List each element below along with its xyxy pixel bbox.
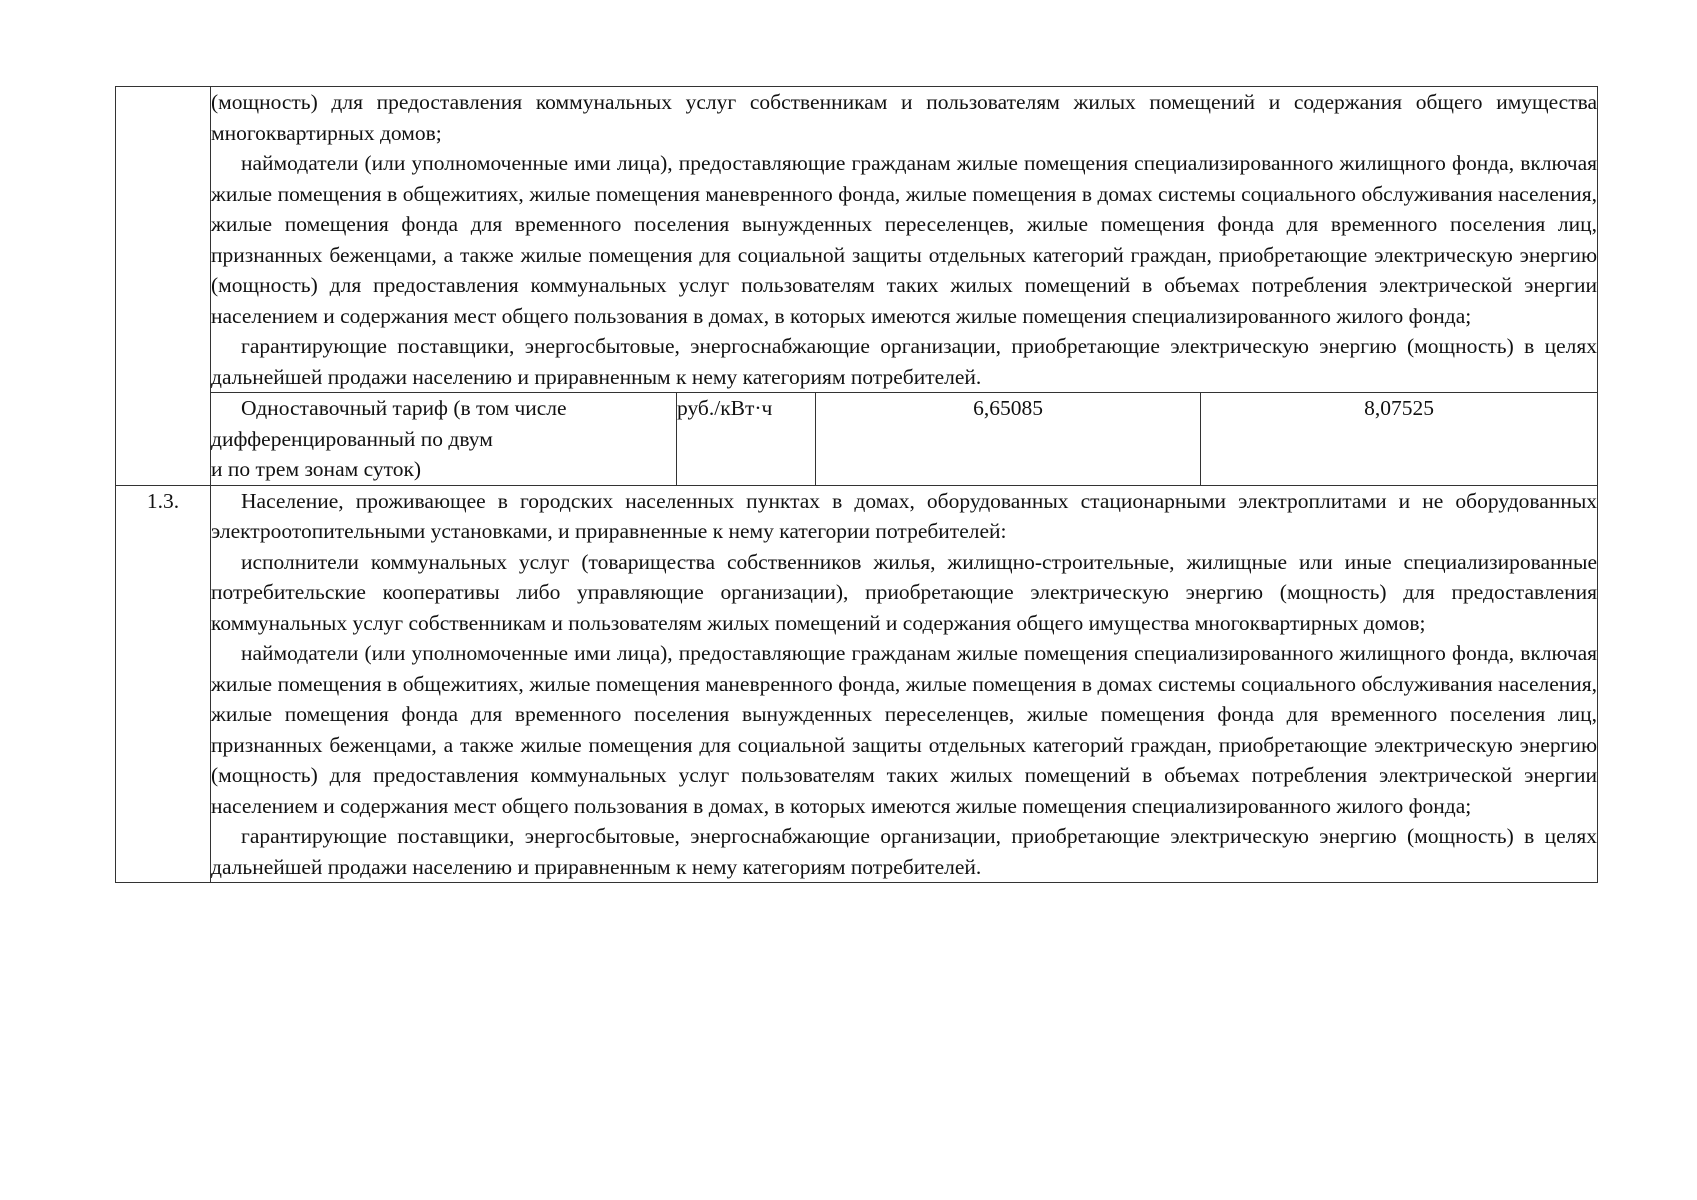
description-paragraph: наймодатели (или уполномоченные ими лица), предоставляющие гражданам жилые помещения специализированного жилищного фонда, включая жилые помещения в общежитиях, жилые помещения маневренного фонда, жилые помещения в домах системы социального обслуживания населения, жилые помещения фонда для временного поселения вынужденных переселенцев, жилые помещения фонда для временного поселения лиц, признанных беженцами, а также жилые помещения для социальной защиты отдельных категорий граждан, приобретающие электрическую энергию (мощность) для предоставления коммунальных услуг пользователям таких жилых помещений в объемах потребления электрической энергии населением и содержания мест общего пользования в домах, в которых имеются жилые помещения специализированного жилого фонда;	[211, 641, 1598, 818]
table-row-1-3	[116, 485, 1598, 883]
unit-cell: руб./кВт·ч	[677, 393, 816, 486]
description-paragraph: гарантирующие поставщики, энергосбытовые, энергоснабжающие организации, приобретающие электрическую энергию (мощность) в целях дальнейшей продажи населению и приравненным к нему категориям потребителей.	[211, 824, 1598, 879]
table-row-tariff	[116, 393, 1598, 486]
tariff-table	[115, 86, 1598, 883]
row-number-cell: 1.3.	[116, 485, 211, 883]
description-paragraph: исполнители коммунальных услуг (товарищества собственников жилья, жилищно-строительные, жилищные или иные специализированные потребительские кооперативы либо управляющие организации), приобретающие электрическую энергию (мощность) для предоставления коммунальных услуг собственникам и пользователям жилых помещений и содержания общего имущества многоквартирных домов;	[211, 549, 1598, 635]
tariff-name-line: и по трем зонам суток)	[211, 457, 422, 481]
table-row-continuation	[116, 87, 1598, 393]
tariff-name-cell	[211, 393, 677, 486]
tariff-name-line: дифференцированный по двум	[211, 426, 493, 451]
description-paragraph: гарантирующие поставщики, энергосбытовые, энергоснабжающие организации, приобретающие электрическую энергию (мощность) в целях дальнейшей продажи населению и приравненным к нему категориям потребителей.	[211, 334, 1598, 389]
row-number-cell	[116, 87, 211, 486]
description-paragraph: (мощность) для предоставления коммунальных услуг собственникам и пользователям жилых помещений и содержания общего имущества многоквартирных домов;	[211, 90, 1598, 145]
tariff-name-line: Одноставочный тариф (в том числе	[241, 396, 567, 420]
tariff-value-second-half: 8,07525	[1201, 393, 1598, 486]
tariff-value-first-half: 6,65085	[816, 393, 1201, 486]
row-description-cell	[211, 485, 1598, 883]
description-paragraph: Население, проживающее в городских населенных пунктах в домах, оборудованных стационарными электроплитами и не оборудованных электроотопительными установками, и приравненные к нему категории потребителей:	[211, 488, 1598, 543]
row-description-cell	[211, 87, 1598, 393]
description-paragraph: наймодатели (или уполномоченные ими лица), предоставляющие гражданам жилые помещения специализированного жилищного фонда, включая жилые помещения в общежитиях, жилые помещения маневренного фонда, жилые помещения в домах системы социального обслуживания населения, жилые помещения фонда для временного поселения вынужденных переселенцев, жилые помещения фонда для временного поселения лиц, признанных беженцами, а также жилые помещения для социальной защиты отдельных категорий граждан, приобретающие электрическую энергию (мощность) для предоставления коммунальных услуг пользователям таких жилых помещений в объемах потребления электрической энергии населением и содержания мест общего пользования в домах, в которых имеются жилые помещения специализированного жилого фонда;	[211, 151, 1598, 328]
